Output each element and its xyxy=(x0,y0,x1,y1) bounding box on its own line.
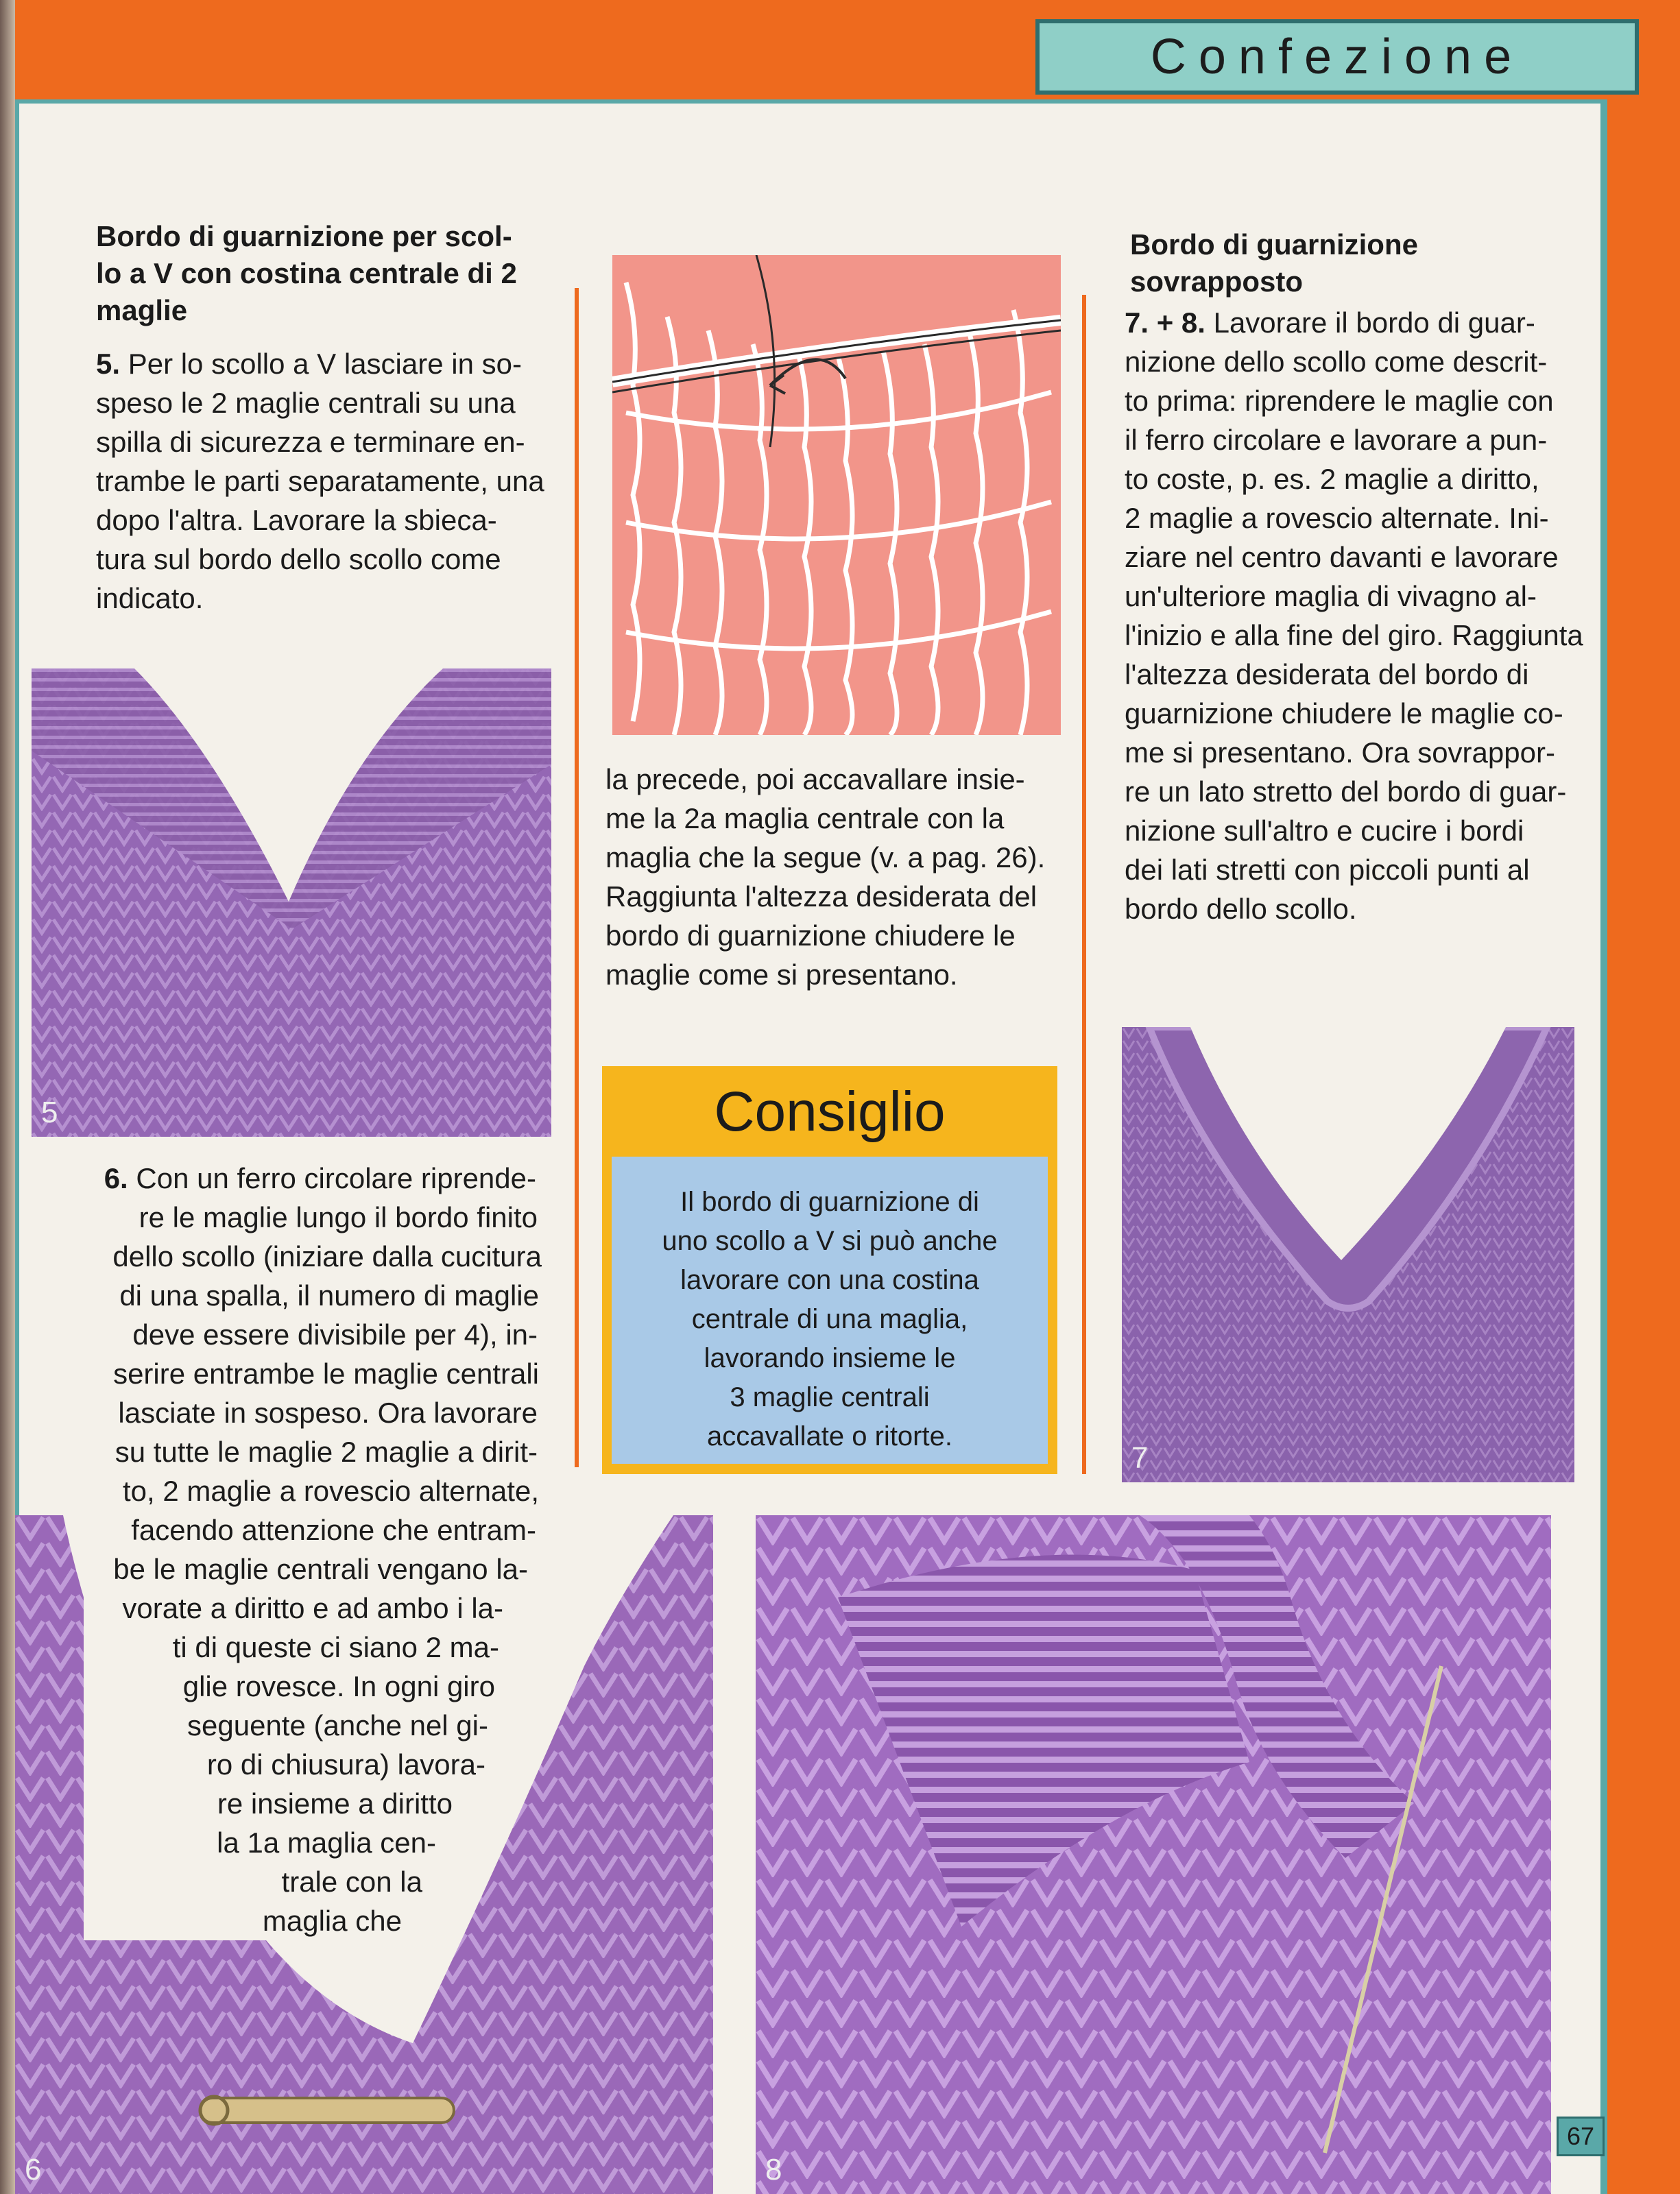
knit-sewing-detail-photo-8 xyxy=(756,1515,1551,2194)
stitch-diagram xyxy=(612,255,1061,735)
section6-line: vorate a diritto e ad ambo i la- xyxy=(84,1589,503,1628)
section-header xyxy=(1035,19,1639,95)
middle-text: la precede, poi accavallare insie- me la 2a maglia centrale con la maglia che la segue (v. a pag. 26). Raggiunta l'altezza desiderata del bordo di guarnizione chiudere le maglie come si presentano. xyxy=(605,763,1046,991)
orange-right-band xyxy=(1603,0,1680,2194)
photo-5 xyxy=(32,668,551,1137)
knit-vneck-photo-5 xyxy=(32,668,551,1137)
section6-line: la 1a maglia cen- xyxy=(84,1823,436,1862)
page-gutter xyxy=(0,0,15,2194)
section6-line: glie rovesce. In ogni giro xyxy=(84,1667,495,1706)
section6-line: be le maglie centrali vengano la- xyxy=(84,1550,528,1589)
section6-number: 6. xyxy=(104,1162,128,1194)
section78-number: 7. + 8. xyxy=(1125,306,1205,339)
photo-7 xyxy=(1122,1027,1574,1482)
section78-text: Lavorare il bordo di guar- nizione dello scollo come descrit- to prima: riprendere le maglie con il ferro circolare e lavorare a pun- to coste, p. es. 2 maglie a diritto, 2 maglie a rovescio alternate. Ini- ziare nel centro davanti e lavorare un'ulteriore maglia di vivagno al- l'inizio e alla fine del giro. Raggiunta l'altezza desiderata del bordo di guarnizione chiudere le maglie co- me si presentano. Ora sovrappor- re un lato stretto del bordo di guar- nizione sull'altro e cucire i bordi dei lati stretti con piccoli punti al bordo dello scollo. xyxy=(1125,306,1583,925)
section6-line: ro di chiusura) lavora- xyxy=(84,1745,485,1784)
column-divider-left xyxy=(575,288,579,1467)
teal-top-rule xyxy=(15,99,1603,104)
section5-text: Per lo scollo a V lasciare in so- speso le 2 maglie centrali su una spilla di sicurezza e terminare en- trambe le parti separatamente, una dopo l'altra. Lavorare la sbieca- tura sul bordo dello scollo come indicato. xyxy=(96,348,544,614)
section6-line: re insieme a diritto xyxy=(84,1784,453,1823)
section6-body xyxy=(84,1159,550,1198)
knit-overlapped-vneck-photo-7 xyxy=(1122,1027,1574,1482)
section6-line: re le maglie lungo il bordo finito xyxy=(139,1201,538,1233)
section6-line: facendo attenzione che entram- xyxy=(84,1510,536,1550)
photo-8 xyxy=(756,1515,1551,2194)
section78-heading: Bordo di guarnizione sovrapposto xyxy=(1130,228,1418,298)
section6-line: to, 2 maglie a rovescio alternate, xyxy=(123,1475,539,1507)
section6-line: seguente (anche nel gi- xyxy=(84,1706,488,1745)
column-divider-right xyxy=(1082,295,1086,1474)
section5-heading: Bordo di guarnizione per scol- lo a V con costina centrale di 2 maglie xyxy=(96,220,517,326)
section-title: Confezione xyxy=(1150,29,1524,84)
section6-line: trale con la xyxy=(84,1862,422,1901)
section78-body xyxy=(1125,303,1591,928)
tip-inner-panel xyxy=(612,1157,1048,1464)
photo-6-label: 6 xyxy=(25,2153,42,2186)
photo-8-label: 8 xyxy=(765,2153,782,2186)
photo-5-label: 5 xyxy=(41,1096,58,1129)
section6-line: dello scollo (iniziare dalla cucitura xyxy=(112,1240,542,1273)
tip-box xyxy=(602,1066,1057,1474)
teal-right-rule xyxy=(1600,99,1607,2194)
tip-title: Consiglio xyxy=(714,1081,946,1143)
section6-line: di una spalla, il numero di maglie xyxy=(119,1279,539,1312)
section6-line: Con un ferro circolare riprende- xyxy=(136,1162,536,1194)
section6-line: lasciate in sospeso. Ora lavorare xyxy=(118,1397,538,1429)
section6-line: serire entrambe le maglie centrali xyxy=(113,1358,539,1390)
section6-line: ti di queste ci siano 2 ma- xyxy=(84,1628,499,1667)
section6-body-cont xyxy=(84,1198,550,1940)
section6-line: maglia che xyxy=(84,1901,402,1940)
section6-line: deve essere divisibile per 4), in- xyxy=(132,1318,538,1351)
page-number: 67 xyxy=(1557,2117,1605,2156)
section5-number: 5. xyxy=(96,348,121,380)
knitting-needle-diagram xyxy=(612,255,1061,735)
photo-7-label: 7 xyxy=(1131,1441,1149,1475)
tip-text: Il bordo di guarnizione di uno scollo a V si può anche lavorare con una costina centrale di una maglia, lavorando insieme le 3 maglie centrali accavallate o ritorte. xyxy=(662,1187,998,1451)
section6-line: su tutte le maglie 2 maglie a dirit- xyxy=(115,1436,538,1468)
section5-body xyxy=(96,344,562,618)
